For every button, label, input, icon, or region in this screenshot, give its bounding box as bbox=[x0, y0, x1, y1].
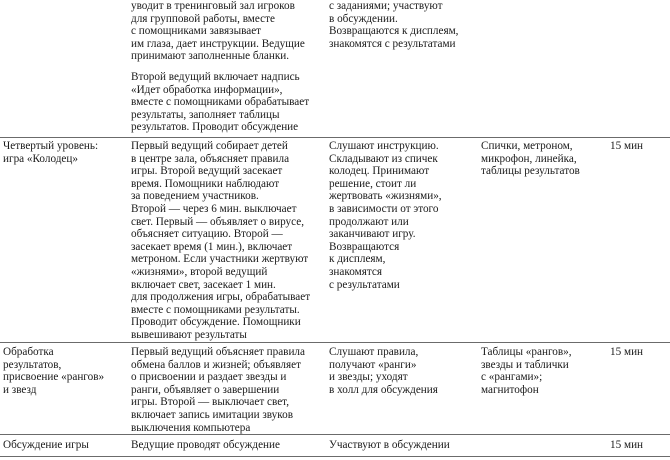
row-3-participants-cell: Слушают правила, получают «ранги» и звезды; уходят в холл для обсуждения bbox=[329, 346, 438, 396]
row-3-hosts-cell: Первый ведущий объясняет правила обмена баллов и жизней; объявляет о присвоении и раздает звезды и ранги, объявляет о завершении игры. Второй — выключает свет, включает запись имитации звуков выключения компьютера bbox=[131, 346, 305, 434]
row-4-hosts-cell: Ведущие проводят обсуждение bbox=[131, 439, 280, 451]
row-3-stage-cell: Обработка результатов, присвоение «рангов» и звезд bbox=[3, 346, 105, 396]
table-bottom-rule bbox=[0, 456, 670, 457]
row-0-hosts-cell: уводит в тренинговый зал игроков для групповой работы, вместе с помощниками завязывает им глаза, дает инструкции. Ведущие принимают заполненные бланки. bbox=[131, 0, 305, 63]
row-divider bbox=[0, 137, 670, 138]
row-3-materials-cell: Таблицы «рангов», звезды и таблички с «рангами»; магнитофон bbox=[481, 346, 572, 396]
row-divider bbox=[0, 434, 670, 435]
row-2-materials-cell: Спички, метроном, микрофон, линейка, таблицы результатов bbox=[481, 140, 580, 178]
row-2-stage-cell: Четвертый уровень: игра «Колодец» bbox=[3, 140, 99, 165]
row-3-time-cell: 15 мин bbox=[610, 346, 644, 358]
row-1-hosts-cell: Второй ведущий включает надпись «Идет обработка информации», вместе с помощниками обрабатывает результаты, заполняет таблицы результатов. Проводит обсуждение bbox=[131, 71, 310, 134]
row-0-participants-cell: с заданиями; участвуют в обсуждении. Возвращаются к дисплеям, знакомятся с результатами bbox=[329, 0, 459, 50]
row-4-participants-cell: Участвуют в обсуждении bbox=[329, 439, 450, 451]
row-2-time-cell: 15 мин bbox=[610, 140, 644, 152]
row-divider bbox=[0, 342, 670, 343]
row-2-participants-cell: Слушают инструкцию. Складывают из спичек колодец. Принимают решение, стоит ли жертвовать «жизнями», в зависимости от этого продолжают или заканчивают игру. Возвращаются к дисплеям, знакомятся с результатами bbox=[329, 140, 442, 291]
row-4-stage-cell: Обсуждение игры bbox=[3, 439, 89, 451]
row-4-time-cell: 15 мин bbox=[610, 439, 644, 451]
row-2-hosts-cell: Первый ведущий собирает детей в центре зала, объясняет правила игры. Второй ведущий засекает время. Помощники наблюдают за поведением участников. Второй — через 6 мин. выключает свет. Первый — объявляет о вирусе, объясняет ситуацию. Второй — засекает время (1 мин.), включает метроном. Если участники жертвуют «жизнями», второй ведущий включает свет, засекает 1 мин. для продолжения игры, обрабатывает вместе с помощниками результаты. Проводит обсуждение. Помощники вывешивают результаты bbox=[131, 140, 311, 341]
